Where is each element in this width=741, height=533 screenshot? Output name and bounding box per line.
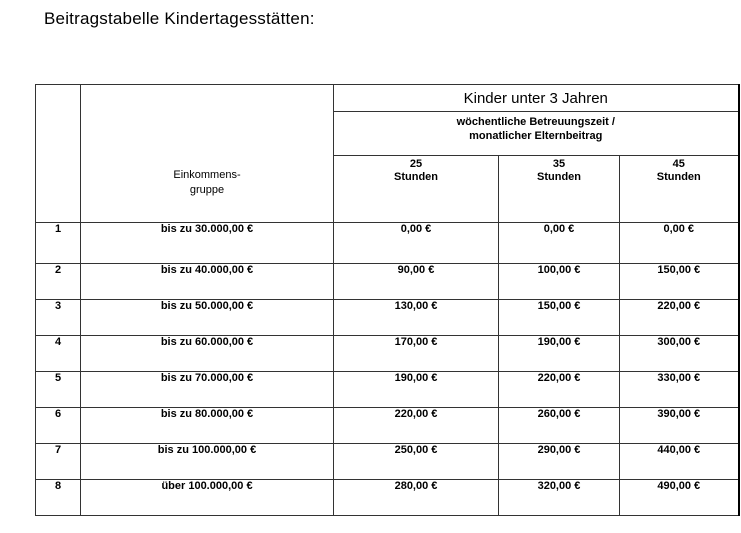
header-income-group-line2: gruppe [189,184,225,196]
fee-35h-cell: 320,00 € [499,480,620,516]
fee-35h-cell: 290,00 € [499,444,620,480]
fee-35h-cell: 150,00 € [499,300,620,336]
row-number-cell: 5 [36,372,81,408]
table-row [36,444,739,480]
fee-45h-cell: 300,00 € [620,336,739,372]
table-row [36,408,739,444]
hours-unit: Stunden [656,171,701,183]
fee-25h-cell: 170,00 € [334,336,499,372]
row-number-cell: 8 [36,480,81,516]
table-row [36,300,739,336]
header-hours-45 [620,156,739,223]
row-number-cell: 2 [36,264,81,300]
income-range-cell: bis zu 100.000,00 € [81,444,334,480]
income-range-cell: bis zu 40.000,00 € [81,264,334,300]
row-number-cell: 7 [36,444,81,480]
fee-35h-cell: 260,00 € [499,408,620,444]
income-range-cell: bis zu 60.000,00 € [81,336,334,372]
fee-45h-cell: 390,00 € [620,408,739,444]
row-number-cell: 3 [36,300,81,336]
header-row-main [36,85,739,112]
fee-45h-cell: 150,00 € [620,264,739,300]
income-range-cell: bis zu 30.000,00 € [81,223,334,264]
table-row [36,264,739,300]
fee-35h-cell: 190,00 € [499,336,620,372]
fee-table [35,84,740,516]
row-number-cell: 1 [36,223,81,264]
table-row [36,480,739,516]
hours-unit: Stunden [394,171,438,183]
hours-number: 35 [552,158,566,170]
header-nr-cell [36,85,81,223]
hours-number: 25 [409,158,423,170]
table-row [36,223,739,264]
fee-25h-cell: 130,00 € [334,300,499,336]
header-income-group-line1: Einkommens- [173,169,241,181]
fee-25h-cell: 220,00 € [334,408,499,444]
row-number-cell: 4 [36,336,81,372]
fee-45h-cell: 490,00 € [620,480,739,516]
row-number-cell: 6 [36,408,81,444]
header-subtitle-cell [334,112,739,156]
fee-45h-cell: 0,00 € [620,223,739,264]
fee-25h-cell: 0,00 € [334,223,499,264]
page-title: Beitragstabelle Kindertagesstätten: [44,9,315,28]
fee-45h-cell: 440,00 € [620,444,739,480]
fee-35h-cell: 0,00 € [499,223,620,264]
hours-unit: Stunden [537,171,581,183]
fee-25h-cell: 250,00 € [334,444,499,480]
header-income-group-cell [81,85,334,223]
table-row [36,372,739,408]
hours-number: 45 [672,158,685,170]
fee-35h-cell: 220,00 € [499,372,620,408]
income-range-cell: bis zu 80.000,00 € [81,408,334,444]
header-age-group: Kinder unter 3 Jahren [334,85,739,112]
fee-25h-cell: 280,00 € [334,480,499,516]
header-subtitle-line1: wöchentliche Betreuungszeit / [456,116,615,128]
income-range-cell: bis zu 70.000,00 € [81,372,334,408]
income-range-cell: über 100.000,00 € [81,480,334,516]
table-row [36,336,739,372]
fee-45h-cell: 220,00 € [620,300,739,336]
fee-25h-cell: 190,00 € [334,372,499,408]
header-subtitle-line2: monatlicher Elternbeitrag [469,130,603,142]
fee-35h-cell: 100,00 € [499,264,620,300]
fee-25h-cell: 90,00 € [334,264,499,300]
header-hours-25 [334,156,499,223]
header-hours-35 [499,156,620,223]
fee-45h-cell: 330,00 € [620,372,739,408]
income-range-cell: bis zu 50.000,00 € [81,300,334,336]
